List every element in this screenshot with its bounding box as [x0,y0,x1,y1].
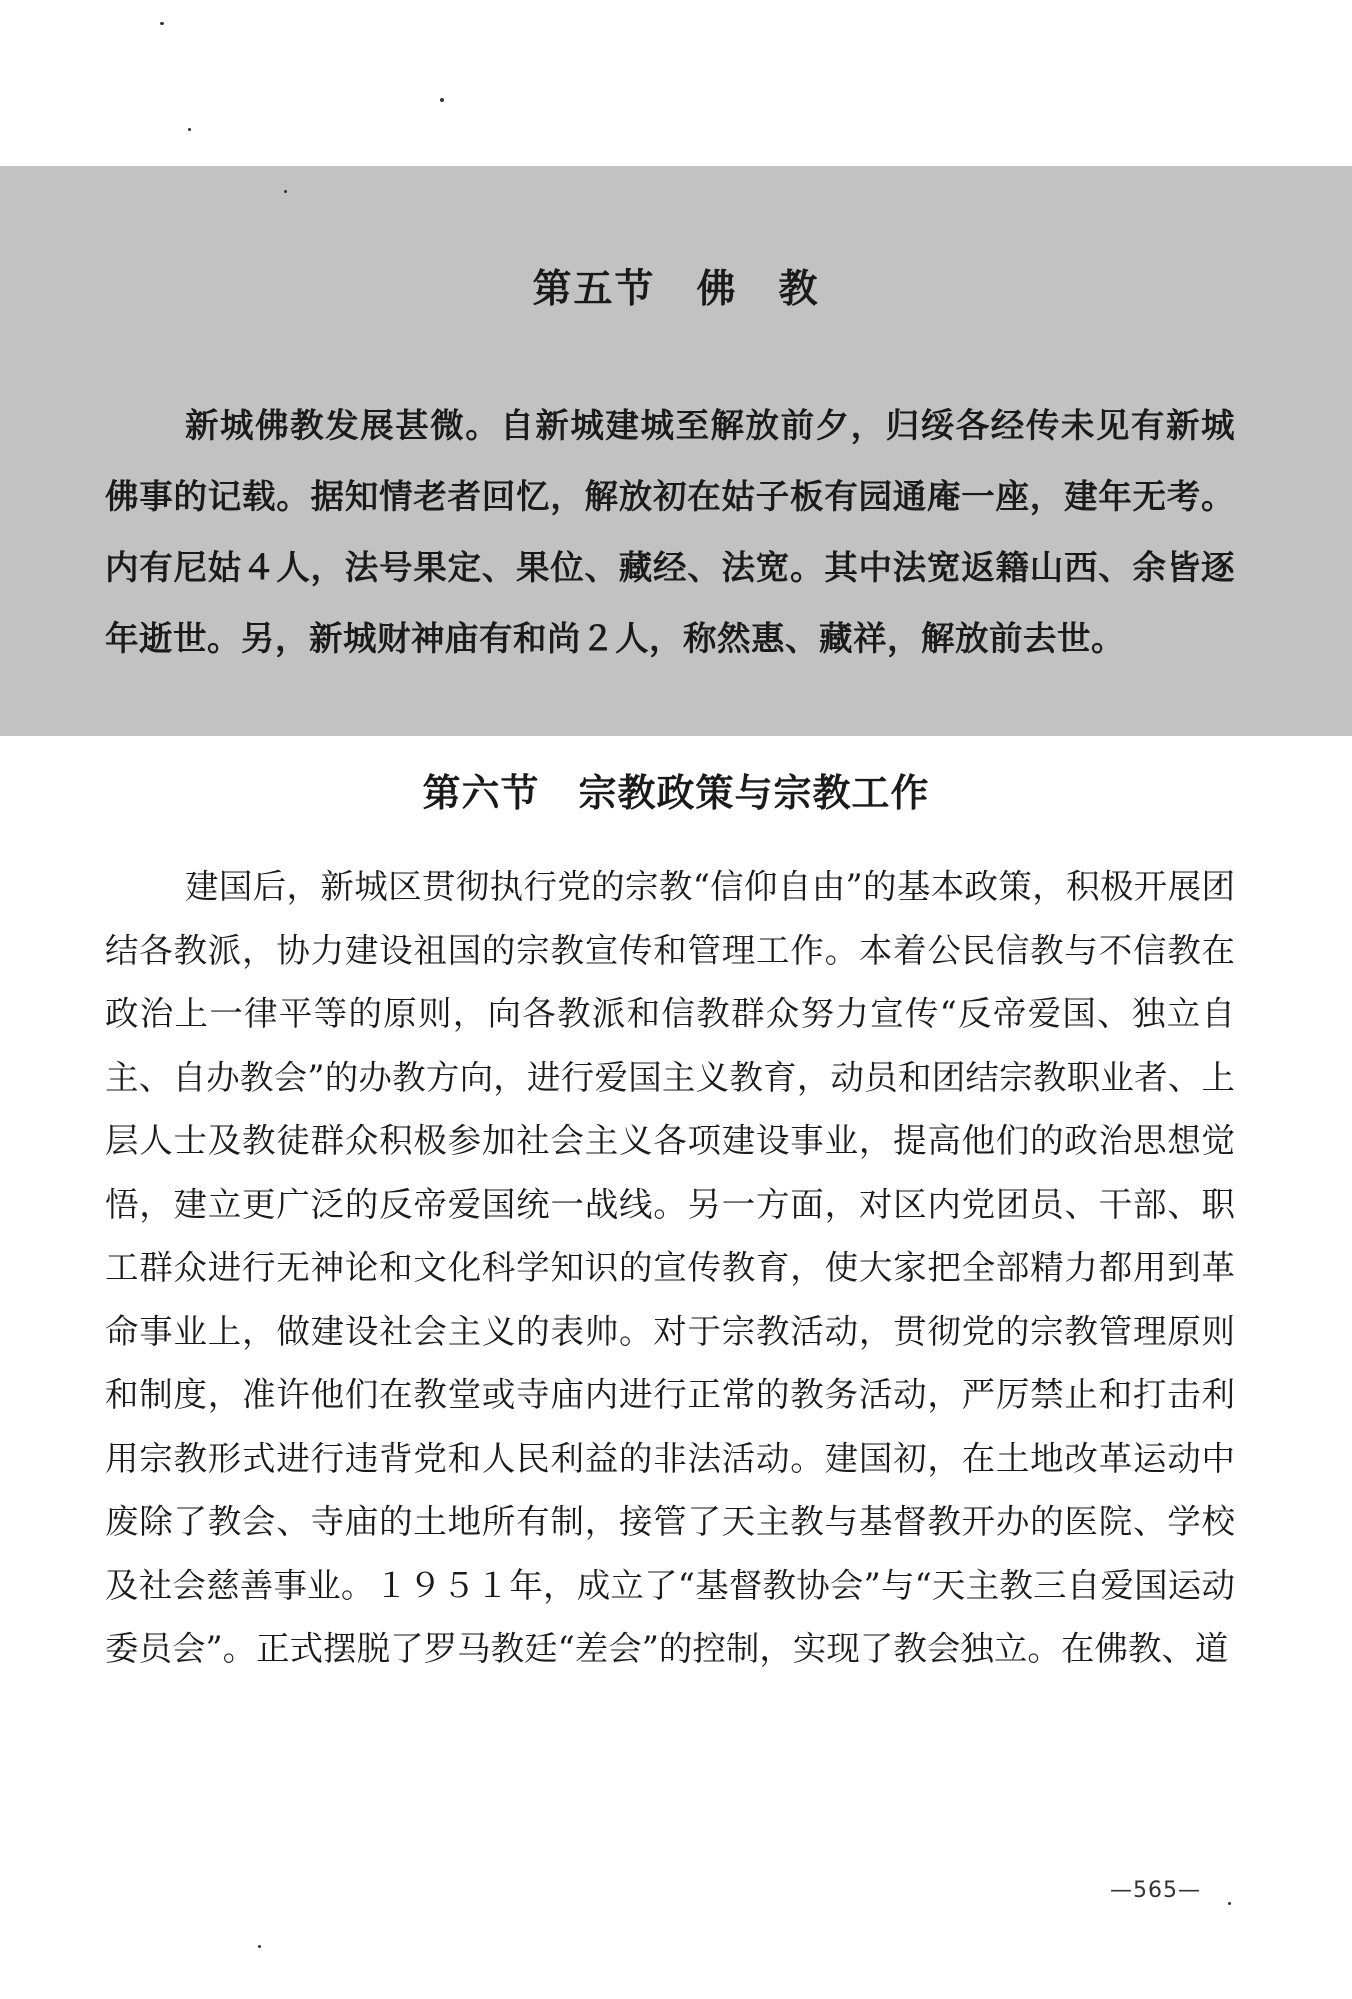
scan-speck [188,128,191,131]
scan-speck [440,98,444,102]
scan-speck [1228,1902,1231,1905]
scan-speck [160,22,164,25]
section-6-heading: 第六节 宗教政策与宗教工作 [422,770,930,815]
section-5-paragraph: 新城佛教发展甚微。自新城建城至解放前夕，归绥各经传未见有新城佛事的记载。据知情老者回忆，解放初在姑子板有园通庵一座，建年无考。内有尼姑４人，法号果定、果位、藏经、法宽。其中法宽返籍山西、余皆逐年逝世。另，新城财神庙有和尚２人，称然惠、藏祥，解放前去世。 [105,406,1235,658]
section-5-heading: 第五节 佛 教 [532,266,820,312]
scan-speck [258,1945,261,1948]
section-6-paragraph: 建国后，新城区贯彻执行党的宗教“信仰自由”的基本政策，积极开展团结各教派，协力建设祖国的宗教宣传和管理工作。本着公民信教与不信教在政治上一律平等的原则，向各教派和信教群众努力宣传“反帝爱国、独立自主、自办教会”的办教方向，进行爱国主义教育，动员和团结宗教职业者、上层人士及教徒群众积极参加社会主义各项建设事业，提高他们的政治思想觉悟，建立更广泛的反帝爱国统一战线。另一方面，对区内党团员、干部、职工群众进行无神论和文化科学知识的宣传教育，使大家把全部精力都用到革命事业上，做建设社会主义的表帅。对于宗教活动，贯彻党的宗教管理原则和制度，准许他们在教堂或寺庙内进行正常的教务活动，严厉禁止和打击利用宗教形式进行违背党和人民利益的非法活动。建国初，在土地改革运动中废除了教会、寺庙的土地所有制，接管了天主教与基督教开办的医院、学校及社会慈善事业。１９５１年，成立了“基督教协会”与“天主教三自爱国运动委员会”。正式摆脱了罗马教廷“差会”的控制，实现了教会独立。在佛教、道 [105,867,1235,1668]
page-number: —565— [1110,1878,1201,1903]
scan-speck [284,190,287,193]
